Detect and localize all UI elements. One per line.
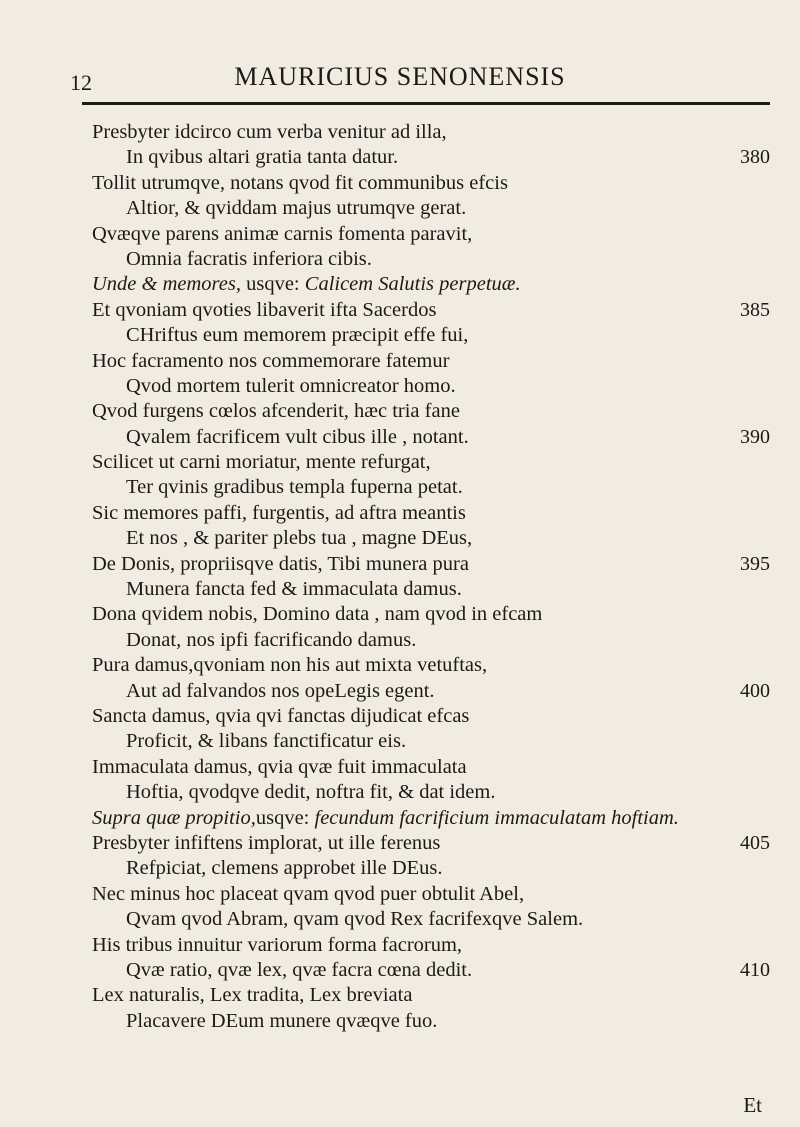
verse-line: [0, 475, 800, 500]
line-number: 395: [740, 552, 770, 575]
verse-line: [0, 552, 800, 577]
verse-line: [0, 602, 800, 627]
header-rule: [82, 102, 770, 105]
verse-line: [0, 856, 800, 881]
verse-line: [0, 349, 800, 374]
verse-line: [0, 450, 800, 475]
verse-line: [0, 831, 800, 856]
verse-line-text: Et qvoniam qvoties libaverit ifta Sacerdos: [92, 298, 437, 321]
verse-line-text: Tollit utrumqve, notans qvod fit communibus efcis: [92, 171, 508, 194]
verse-line-text: Altior, & qviddam majus utrumqve gerat.: [126, 197, 467, 220]
verse-line-text: Sic memores paffi, furgentis, ad aftra meantis: [92, 501, 466, 524]
verse-line: [0, 882, 800, 907]
verse-line-text: Lex naturalis, Lex tradita, Lex breviata: [92, 984, 413, 1007]
catchword: Et: [743, 1093, 762, 1117]
verse-line-text: Proficit, & libans fanctificatur eis.: [126, 730, 407, 753]
verse-line: [0, 679, 800, 704]
verse-line: [0, 501, 800, 526]
verse-line: [0, 780, 800, 805]
verse-line-text: Placavere DEum munere qvæqve fuo.: [126, 1009, 438, 1032]
verse-line: [0, 425, 800, 450]
rubric-italic: Supra quæ propitio,: [92, 806, 256, 829]
verse-text: [0, 120, 800, 1034]
line-number: 405: [740, 831, 770, 854]
verse-line: [0, 298, 800, 323]
verse-line: [0, 196, 800, 221]
verse-line-text: [92, 272, 521, 297]
verse-line-text: Dona qvidem nobis, Domino data , nam qvod in efcam: [92, 603, 543, 626]
page-number: 12: [70, 70, 92, 95]
verse-line: [0, 653, 800, 678]
verse-line-text: Donat, nos ipfi facrificando damus.: [126, 628, 417, 651]
verse-line-text: Pura damus,qvoniam non his aut mixta vetuftas,: [92, 654, 488, 677]
verse-line: [0, 120, 800, 145]
verse-line-text: His tribus innuitur variorum forma facrorum,: [92, 933, 463, 956]
verse-line-text: In qvibus altari gratia tanta datur.: [126, 146, 399, 169]
verse-line-text: Qvam qvod Abram, qvam qvod Rex facrifexqve Salem.: [126, 908, 584, 931]
verse-line: [0, 907, 800, 932]
verse-line: [0, 958, 800, 983]
verse-line-text: De Donis, propriisqve datis, Tibi munera pura: [92, 552, 469, 575]
page-header: [0, 62, 800, 102]
verse-line: [0, 933, 800, 958]
line-number: 390: [740, 425, 770, 448]
verse-line: [0, 374, 800, 399]
verse-line-text: Scilicet ut carni moriatur, mente refurgat,: [92, 451, 431, 474]
verse-line: [0, 628, 800, 653]
verse-line: [0, 272, 800, 297]
verse-line-text: Aut ad falvandos nos opeLegis egent.: [126, 679, 435, 702]
verse-line-text: Immaculata damus, qvia qvæ fuit immaculata: [92, 755, 467, 778]
verse-line-text: Ter qvinis gradibus templa fuperna petat.: [126, 476, 463, 499]
verse-line: [0, 171, 800, 196]
verse-line-text: Hoc facramento nos commemorare fatemur: [92, 349, 450, 372]
line-number: 410: [740, 958, 770, 981]
line-number: 385: [740, 298, 770, 321]
verse-line: [0, 222, 800, 247]
verse-line: [0, 526, 800, 551]
line-number: 400: [740, 679, 770, 702]
verse-line: [0, 145, 800, 170]
verse-line-text: Presbyter idcirco cum verba venitur ad illa,: [92, 121, 447, 143]
verse-line: [0, 399, 800, 424]
verse-line-text: Qvod furgens cœlos afcenderit, hæc tria fane: [92, 400, 460, 423]
verse-line-text: CHriftus eum memorem præcipit effe fui,: [126, 324, 469, 347]
verse-line-text: Hoftia, qvodqve dedit, noftra fit, & dat idem.: [126, 781, 496, 804]
verse-line: [0, 1009, 800, 1034]
rubric-italic: Unde & memores,: [92, 273, 241, 296]
verse-line: [0, 704, 800, 729]
rubric-roman: usqve:: [255, 806, 315, 829]
verse-line-text: Qvalem facrificem vult cibus ille , notant.: [126, 425, 469, 448]
verse-line-text: [92, 806, 679, 831]
running-title: MAURICIUS SENONENSIS: [234, 62, 566, 91]
rubric-italic: fecundum facrificium immaculatam hoftiam.: [314, 806, 679, 829]
verse-line-text: Qvæ ratio, qvæ lex, qvæ facra cœna dedit.: [126, 958, 473, 981]
verse-line-text: Nec minus hoc placeat qvam qvod puer obtulit Abel,: [92, 882, 525, 905]
rubric-italic: Calicem Salutis perpetuæ.: [304, 273, 521, 296]
verse-line-text: Omnia facratis inferiora cibis.: [126, 247, 372, 270]
verse-line: [0, 323, 800, 348]
verse-line-text: Refpiciat, clemens approbet ille DEus.: [126, 857, 443, 880]
verse-line: [0, 755, 800, 780]
verse-line: [0, 806, 800, 831]
verse-line-text: Et nos , & pariter plebs tua , magne DEus,: [126, 527, 473, 550]
verse-line-text: Munera fancta fed & immaculata damus.: [126, 578, 462, 601]
verse-line-text: Qvæqve parens animæ carnis fomenta paravit,: [92, 222, 473, 245]
verse-line: [0, 577, 800, 602]
rubric-roman: usqve:: [240, 273, 305, 296]
verse-line-text: Sancta damus, qvia qvi fanctas dijudicat efcas: [92, 704, 470, 727]
verse-line-text: Presbyter infiftens implorat, ut ille ferenus: [92, 831, 441, 854]
verse-line: [0, 247, 800, 272]
verse-line: [0, 983, 800, 1008]
line-number: 380: [740, 146, 770, 169]
verse-line: [0, 729, 800, 754]
verse-line-text: Qvod mortem tulerit omnicreator homo.: [126, 374, 456, 397]
